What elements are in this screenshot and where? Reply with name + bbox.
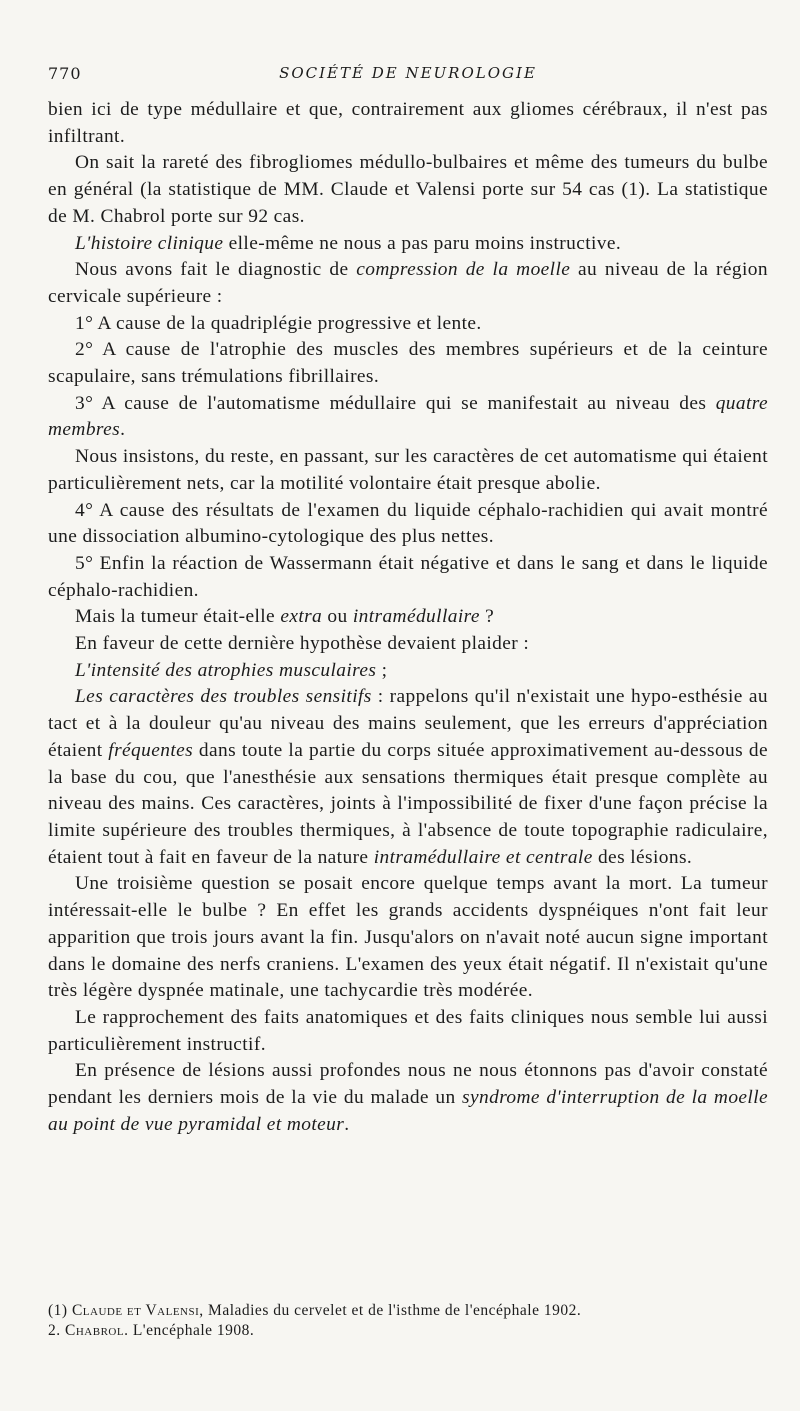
- footnote: (1) Claude et Valensi, Maladies du cervelet et de l'isthme de l'encéphale 1902.: [48, 1302, 582, 1319]
- list-item: 3° A cause de l'automatisme médullaire qui se manifestait au niveau des quatre membres.: [48, 392, 768, 441]
- paragraph: Les caractères des troubles sensitifs : rappelons qu'il n'existait une hypo-esthésie au tact et à la douleur qu'au niveau des mains seulement, que les erreurs d'appréciation étaient fréquentes dans toute la partie du corps située approximativement au-dessous de la base du cou, que l'anesthésie aux sensations thermiques était presque complète au niveau des mains. Ces caractères, joints à l'impossibilité de fixer d'une façon précise la limite supérieure des troubles thermiques, à l'absence de toute topographie radiculaire, étaient tout à fait en faveur de la nature intramédullaire et centrale des lésions.: [48, 686, 768, 868]
- paragraph: Une troisième question se posait encore quelque temps avant la mort. La tumeur intéressait-elle le bulbe ? En effet les grands accidents dyspnéiques n'ont fait leur apparition que trois jours avant la fin. Jusqu'alors on n'avait noté aucun signe important dans le domaine des nerfs craniens. L'examen des yeux était négatif. Il n'existait qu'une très légère dyspnée matinale, une tachycardie très modérée.: [48, 873, 768, 1002]
- paragraph: Mais la tumeur était-elle extra ou intramédullaire ?: [75, 606, 495, 628]
- paragraph: L'histoire clinique elle-même ne nous a pas paru moins instructive.: [75, 232, 622, 254]
- list-item: 4° A cause des résultats de l'examen du liquide céphalo-rachidien qui avait montré une dissociation albumino-cytologique des plus nettes.: [48, 499, 768, 548]
- paragraph: On sait la rareté des fibrogliomes médullo-bulbaires et même des tumeurs du bulbe en général (la statistique de MM. Claude et Valensi porte sur 54 cas (1). La statistique de M. Chabrol porte sur 92 cas.: [48, 152, 768, 227]
- page-number: 770: [48, 64, 82, 83]
- paragraph: Le rapprochement des faits anatomiques et des faits cliniques nous semble lui aussi particulièrement instructif.: [48, 1006, 768, 1055]
- list-item: 2° A cause de l'atrophie des muscles des membres supérieurs et de la ceinture scapulaire, sans trémulations fibrillaires.: [48, 339, 768, 388]
- paragraph: Nous insistons, du reste, en passant, sur les caractères de cet automatisme qui étaient particulièrement nets, car la motilité volontaire était presque abolie.: [48, 446, 768, 494]
- paragraph: L'intensité des atrophies musculaires ;: [75, 659, 388, 681]
- paragraph: En faveur de cette dernière hypothèse devaient plaider :: [75, 633, 530, 655]
- list-item: 5° Enfin la réaction de Wassermann était négative et dans le sang et dans le liquide céphalo-rachidien.: [48, 552, 768, 601]
- body-text: [48, 97, 768, 1138]
- page-header: [48, 64, 768, 90]
- list-item: 1° A cause de la quadriplégie progressive et lente.: [75, 312, 482, 334]
- footnotes: [48, 1301, 768, 1341]
- running-head: SOCIÉTÉ DE NEUROLOGIE: [279, 64, 537, 82]
- paragraph: En présence de lésions aussi profondes nous ne nous étonnons pas d'avoir constaté pendant les derniers mois de la vie du malade un syndrome d'interruption de la moelle au point de vue pyramidal et moteur.: [48, 1060, 768, 1135]
- footnote: 2. Chabrol. L'encéphale 1908.: [48, 1322, 255, 1339]
- paragraph: bien ici de type médullaire et que, contrairement aux gliomes cérébraux, il n'est pas infiltrant.: [48, 99, 768, 147]
- paragraph: Nous avons fait le diagnostic de compression de la moelle au niveau de la région cervicale supérieure :: [48, 259, 768, 307]
